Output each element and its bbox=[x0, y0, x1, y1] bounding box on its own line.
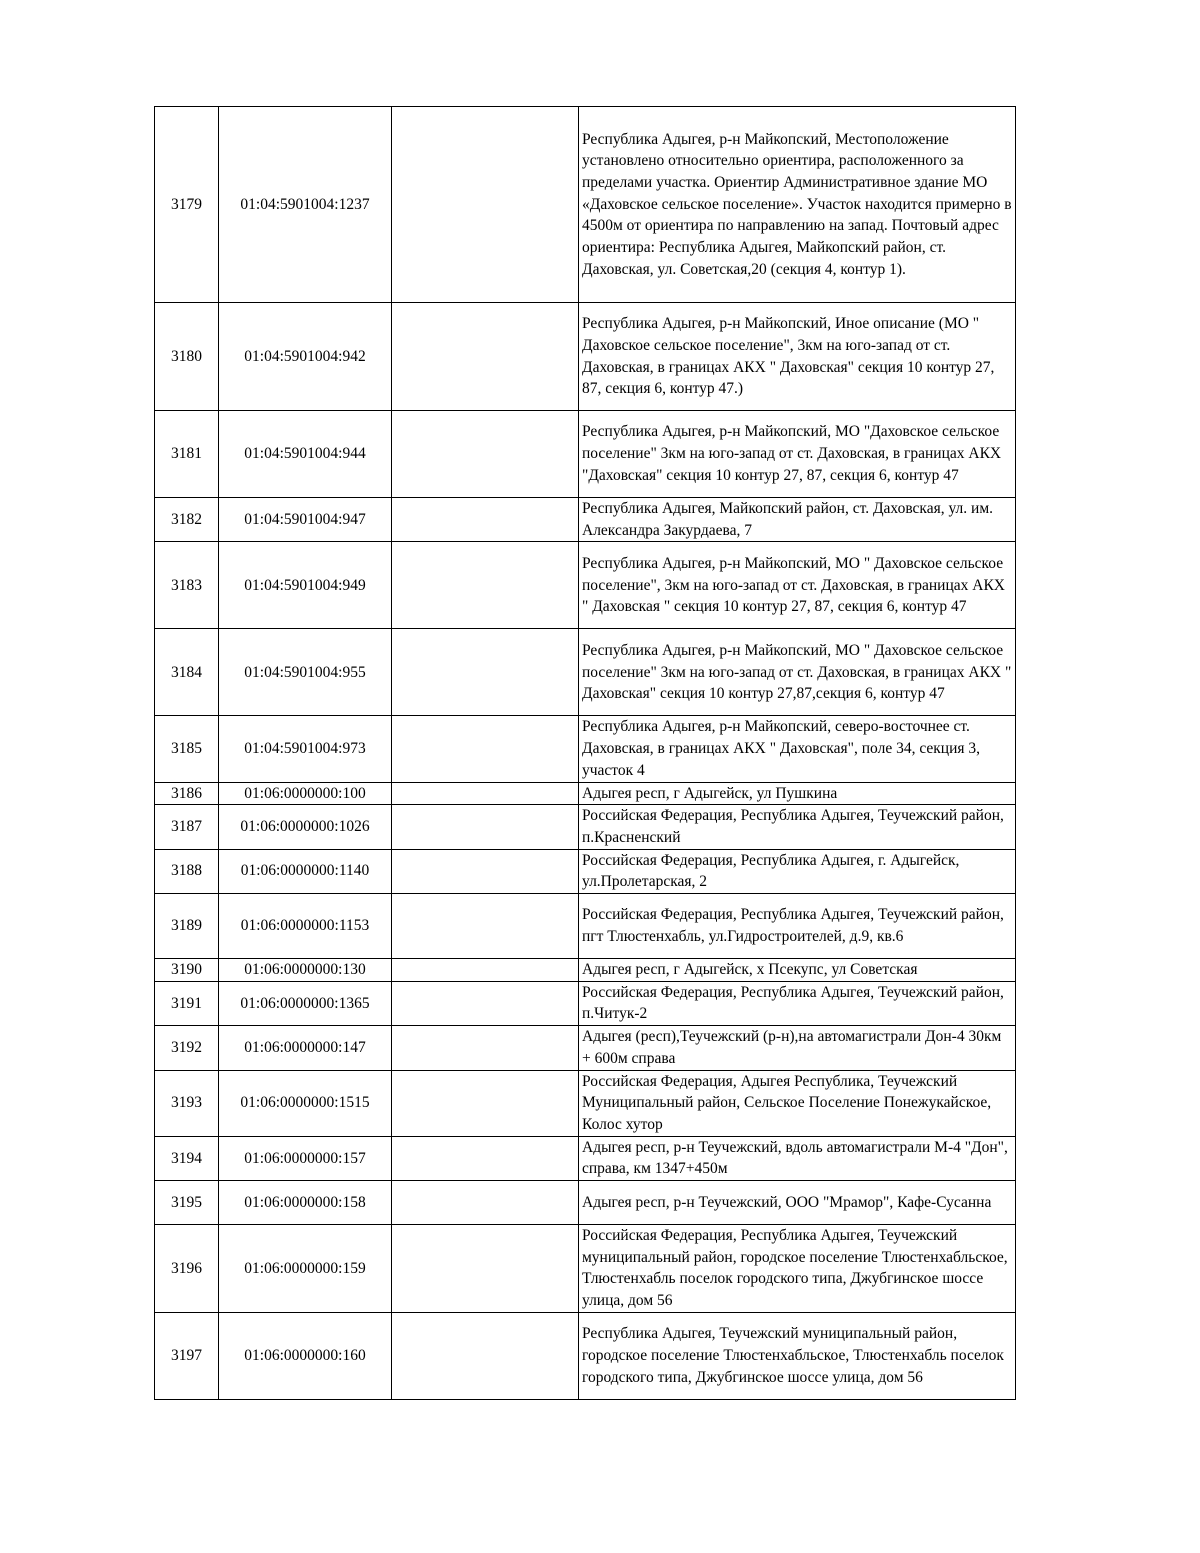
table-row bbox=[155, 1225, 1016, 1313]
table-row bbox=[155, 849, 1016, 893]
row-number-cell: 3194 bbox=[155, 1136, 219, 1180]
cadastral-number-cell: 01:06:0000000:157 bbox=[219, 1136, 392, 1180]
blank-cell bbox=[392, 1225, 579, 1313]
cadastral-number-cell: 01:04:5901004:955 bbox=[219, 629, 392, 716]
table-row bbox=[155, 542, 1016, 629]
table-row bbox=[155, 107, 1016, 303]
address-cell: Российская Федерация, Республика Адыгея, Теучежский район, пгт Тлюстенхабль, ул.Гидростроителей, д.9, кв.6 bbox=[579, 894, 1016, 959]
row-number-cell: 3185 bbox=[155, 716, 219, 782]
row-number-cell: 3179 bbox=[155, 107, 219, 303]
blank-cell bbox=[392, 894, 579, 959]
blank-cell bbox=[392, 716, 579, 782]
blank-cell bbox=[392, 411, 579, 498]
row-number-cell: 3190 bbox=[155, 959, 219, 982]
row-number-cell: 3197 bbox=[155, 1312, 219, 1399]
cadastral-number-cell: 01:04:5901004:1237 bbox=[219, 107, 392, 303]
row-number-cell: 3188 bbox=[155, 849, 219, 893]
table-row bbox=[155, 894, 1016, 959]
cadastral-number-cell: 01:06:0000000:160 bbox=[219, 1312, 392, 1399]
row-number-cell: 3193 bbox=[155, 1070, 219, 1136]
address-cell: Республика Адыгея, Теучежский муниципальный район, городское поселение Тлюстенхабльское, Тлюстенхабль поселок городского типа, Джубгинское шоссе улица, дом 56 bbox=[579, 1312, 1016, 1399]
blank-cell bbox=[392, 981, 579, 1025]
table-row bbox=[155, 498, 1016, 542]
table-row bbox=[155, 782, 1016, 805]
blank-cell bbox=[392, 1312, 579, 1399]
land-plots-table bbox=[154, 106, 1016, 1400]
table-row bbox=[155, 1312, 1016, 1399]
cadastral-number-cell: 01:04:5901004:942 bbox=[219, 303, 392, 411]
blank-cell bbox=[392, 1181, 579, 1225]
row-number-cell: 3186 bbox=[155, 782, 219, 805]
row-number-cell: 3195 bbox=[155, 1181, 219, 1225]
table-row bbox=[155, 303, 1016, 411]
cadastral-number-cell: 01:06:0000000:100 bbox=[219, 782, 392, 805]
blank-cell bbox=[392, 1070, 579, 1136]
cadastral-number-cell: 01:06:0000000:1515 bbox=[219, 1070, 392, 1136]
cadastral-number-cell: 01:06:0000000:158 bbox=[219, 1181, 392, 1225]
table-row bbox=[155, 1181, 1016, 1225]
table-row bbox=[155, 1070, 1016, 1136]
cadastral-number-cell: 01:06:0000000:130 bbox=[219, 959, 392, 982]
table-row bbox=[155, 1136, 1016, 1180]
address-cell: Адыгея респ, р-н Теучежский, вдоль автомагистрали М-4 "Дон", справа, км 1347+450м bbox=[579, 1136, 1016, 1180]
address-cell: Российская Федерация, Адыгея Республика, Теучежский Муниципальный район, Сельское Поселение Понежукайское, Колос хутор bbox=[579, 1070, 1016, 1136]
cadastral-number-cell: 01:06:0000000:1026 bbox=[219, 805, 392, 849]
blank-cell bbox=[392, 782, 579, 805]
address-cell: Российская Федерация, Республика Адыгея, Теучежский район, п.Читук-2 bbox=[579, 981, 1016, 1025]
table-body bbox=[155, 107, 1016, 1400]
row-number-cell: 3196 bbox=[155, 1225, 219, 1313]
address-cell: Российская Федерация, Республика Адыгея, г. Адыгейск, ул.Пролетарская, 2 bbox=[579, 849, 1016, 893]
table-row bbox=[155, 629, 1016, 716]
cadastral-number-cell: 01:04:5901004:944 bbox=[219, 411, 392, 498]
address-cell: Республика Адыгея, р-н Майкопский, МО " Даховское сельское поселение", 3км на юго-запад от ст. Даховская, в границах АКХ " Даховская " секция 10 контур 27, 87, секция 6, контур 47 bbox=[579, 542, 1016, 629]
address-cell: Адыгея респ, г Адыгейск, ул Пушкина bbox=[579, 782, 1016, 805]
blank-cell bbox=[392, 1026, 579, 1070]
blank-cell bbox=[392, 107, 579, 303]
table-row bbox=[155, 959, 1016, 982]
row-number-cell: 3191 bbox=[155, 981, 219, 1025]
blank-cell bbox=[392, 849, 579, 893]
address-cell: Республика Адыгея, р-н Майкопский, Местоположение установлено относительно ориентира, расположенного за пределами участка. Ориентир Административное здание МО «Даховское сельское поселение». Участок находится примерно в 4500м от ориентира по направлению на запад. Почтовый адрес ориентира: Республика Адыгея, Майкопский район, ст. Даховская, ул. Советская,20 (секция 4, контур 1). bbox=[579, 107, 1016, 303]
table-row bbox=[155, 805, 1016, 849]
address-cell: Республика Адыгея, р-н Майкопский, МО " Даховское сельское поселение" 3км на юго-запад от ст. Даховская, в границах АКХ " Даховская" секция 10 контур 27,87,секция 6, контур 47 bbox=[579, 629, 1016, 716]
blank-cell bbox=[392, 498, 579, 542]
row-number-cell: 3187 bbox=[155, 805, 219, 849]
cadastral-number-cell: 01:06:0000000:1153 bbox=[219, 894, 392, 959]
table-row bbox=[155, 411, 1016, 498]
row-number-cell: 3183 bbox=[155, 542, 219, 629]
table-row bbox=[155, 1026, 1016, 1070]
blank-cell bbox=[392, 303, 579, 411]
blank-cell bbox=[392, 542, 579, 629]
blank-cell bbox=[392, 1136, 579, 1180]
row-number-cell: 3181 bbox=[155, 411, 219, 498]
blank-cell bbox=[392, 959, 579, 982]
address-cell: Республика Адыгея, р-н Майкопский, МО "Даховское сельское поселение" 3км на юго-запад от ст. Даховская, в границах АКХ "Даховская" секция 10 контур 27, 87, секция 6, контур 47 bbox=[579, 411, 1016, 498]
table-row bbox=[155, 716, 1016, 782]
address-cell: Адыгея респ, г Адыгейск, х Псекупс, ул Советская bbox=[579, 959, 1016, 982]
cadastral-number-cell: 01:06:0000000:159 bbox=[219, 1225, 392, 1313]
address-cell: Республика Адыгея, Майкопский район, ст. Даховская, ул. им. Александра Закурдаева, 7 bbox=[579, 498, 1016, 542]
cadastral-number-cell: 01:04:5901004:973 bbox=[219, 716, 392, 782]
blank-cell bbox=[392, 629, 579, 716]
address-cell: Российская Федерация, Республика Адыгея, Теучежский район, п.Красненский bbox=[579, 805, 1016, 849]
row-number-cell: 3184 bbox=[155, 629, 219, 716]
cadastral-number-cell: 01:06:0000000:147 bbox=[219, 1026, 392, 1070]
address-cell: Адыгея (респ),Теучежский (р-н),на автомагистрали Дон-4 30км + 600м справа bbox=[579, 1026, 1016, 1070]
address-cell: Российская Федерация, Республика Адыгея, Теучежский муниципальный район, городское поселение Тлюстенхабльское, Тлюстенхабль поселок городского типа, Джубгинское шоссе улица, дом 56 bbox=[579, 1225, 1016, 1313]
row-number-cell: 3192 bbox=[155, 1026, 219, 1070]
row-number-cell: 3182 bbox=[155, 498, 219, 542]
cadastral-number-cell: 01:06:0000000:1365 bbox=[219, 981, 392, 1025]
address-cell: Республика Адыгея, р-н Майкопский, Иное описание (МО " Даховское сельское поселение", 3км на юго-запад от ст. Даховская, в границах АКХ " Даховская" секция 10 контур 27, 87, секция 6, контур 47.) bbox=[579, 303, 1016, 411]
cadastral-number-cell: 01:04:5901004:949 bbox=[219, 542, 392, 629]
table-row bbox=[155, 981, 1016, 1025]
blank-cell bbox=[392, 805, 579, 849]
address-cell: Адыгея респ, р-н Теучежский, ООО "Мрамор", Кафе-Сусанна bbox=[579, 1181, 1016, 1225]
row-number-cell: 3189 bbox=[155, 894, 219, 959]
cadastral-number-cell: 01:06:0000000:1140 bbox=[219, 849, 392, 893]
cadastral-number-cell: 01:04:5901004:947 bbox=[219, 498, 392, 542]
address-cell: Республика Адыгея, р-н Майкопский, северо-восточнее ст. Даховская, в границах АКХ " Даховская", поле 34, секция 3, участок 4 bbox=[579, 716, 1016, 782]
row-number-cell: 3180 bbox=[155, 303, 219, 411]
